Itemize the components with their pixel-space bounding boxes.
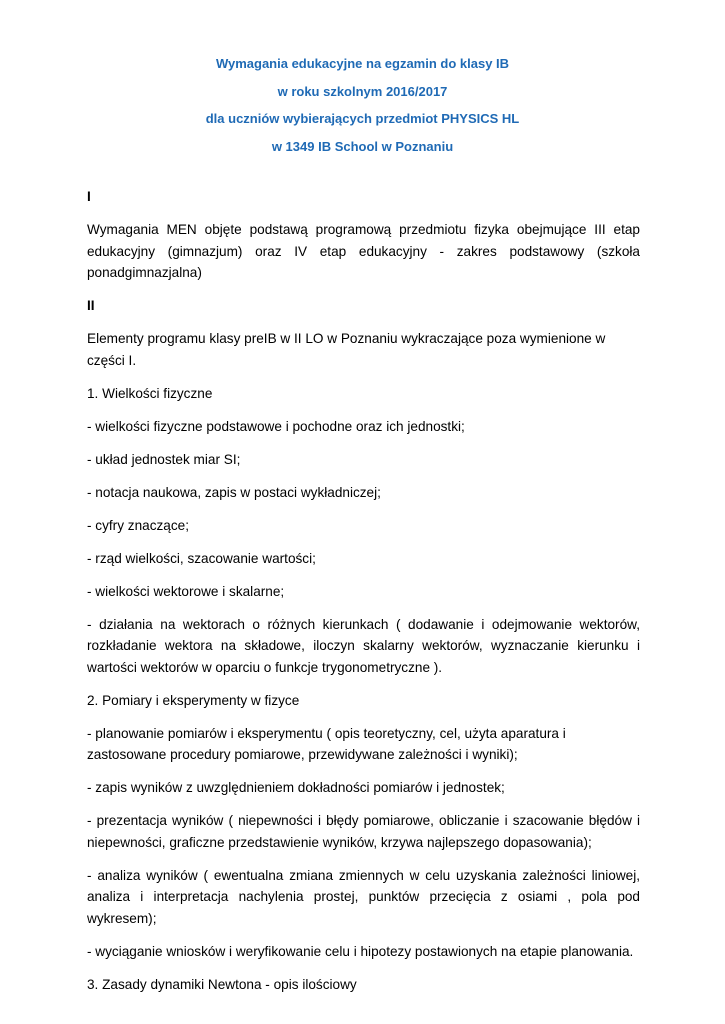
topic-1-item: - wielkości fizyczne podstawowe i pochodne oraz ich jednostki; xyxy=(87,418,465,434)
topic-2-item: - analiza wyników ( ewentualna zmiana zmiennych w celu uzyskania zależności liniowej, analiza i interpretacja nachylenia prostej, punktów przecięcia z osiami , pola pod wykresem); xyxy=(87,867,640,926)
header-line-subject: dla uczniów wybierających przedmiot PHYSICS HL xyxy=(205,111,520,126)
topic-1-item: - działania na wektorach o różnych kierunkach ( dodawanie i odejmowanie wektorów, rozkładanie wektora na składowe, iloczyn skalarny wektorów, wyznaczanie kierunku i wartości wektorów w oparciu o funkcje trygonometryczne ). xyxy=(87,616,640,675)
section-ii-text: Elementy programu klasy preIB w II LO w Poznaniu wykraczające poza wymienione w części I. xyxy=(87,331,606,368)
header-line-title: Wymagania edukacyjne na egzamin do klasy IB xyxy=(215,56,510,71)
section-label-ii: II xyxy=(87,298,95,313)
document-body xyxy=(87,186,640,1007)
topic-1-item: - rząd wielkości, szacowanie wartości; xyxy=(87,550,316,566)
header-line-school-year: w roku szkolnym 2016/2017 xyxy=(277,83,448,99)
topic-1-item: - notacja naukowa, zapis w postaci wykładniczej; xyxy=(87,484,381,500)
section-i-text: Wymagania MEN objęte podstawą programową przedmiotu fizyka obejmujące III etap edukacyjny (gimnazjum) oraz IV etap edukacyjny - zakres podstawowy (szkoła ponadgimnazjalna) xyxy=(87,222,640,280)
topic-2-title: 2. Pomiary i eksperymenty w fizyce xyxy=(87,692,300,708)
topic-1-item: - cyfry znaczące; xyxy=(87,517,189,533)
topic-1-item: - układ jednostek miar SI; xyxy=(87,451,241,467)
topic-2-item: - zapis wyników z uwzględnieniem dokładności pomiarów i jednostek; xyxy=(87,780,505,795)
section-label-i: I xyxy=(87,189,91,204)
topic-1-item: - wielkości wektorowe i skalarne; xyxy=(87,583,285,599)
header-line-school: w 1349 IB School w Poznaniu xyxy=(271,138,454,154)
topic-1-title: 1. Wielkości fizyczne xyxy=(87,385,213,401)
document-header xyxy=(0,50,725,160)
topic-2-item: - wyciąganie wniosków i weryfikowanie celu i hipotezy postawionych na etapie planowania. xyxy=(87,943,634,959)
topic-2-item: - prezentacja wyników ( niepewności i błędy pomiarowe, obliczanie i szacowanie błędów i niepewności, graficzne przedstawienie wyników, krzywa najlepszego dopasowania); xyxy=(87,813,640,850)
topic-3-title: 3. Zasady dynamiki Newtona - opis ilościowy xyxy=(87,976,357,992)
topic-2-item: - planowanie pomiarów i eksperymentu ( opis teoretyczny, cel, użyta aparatura i zastosowane procedury pomiarowe, przewidywane zależności i wyniki); xyxy=(87,725,566,762)
